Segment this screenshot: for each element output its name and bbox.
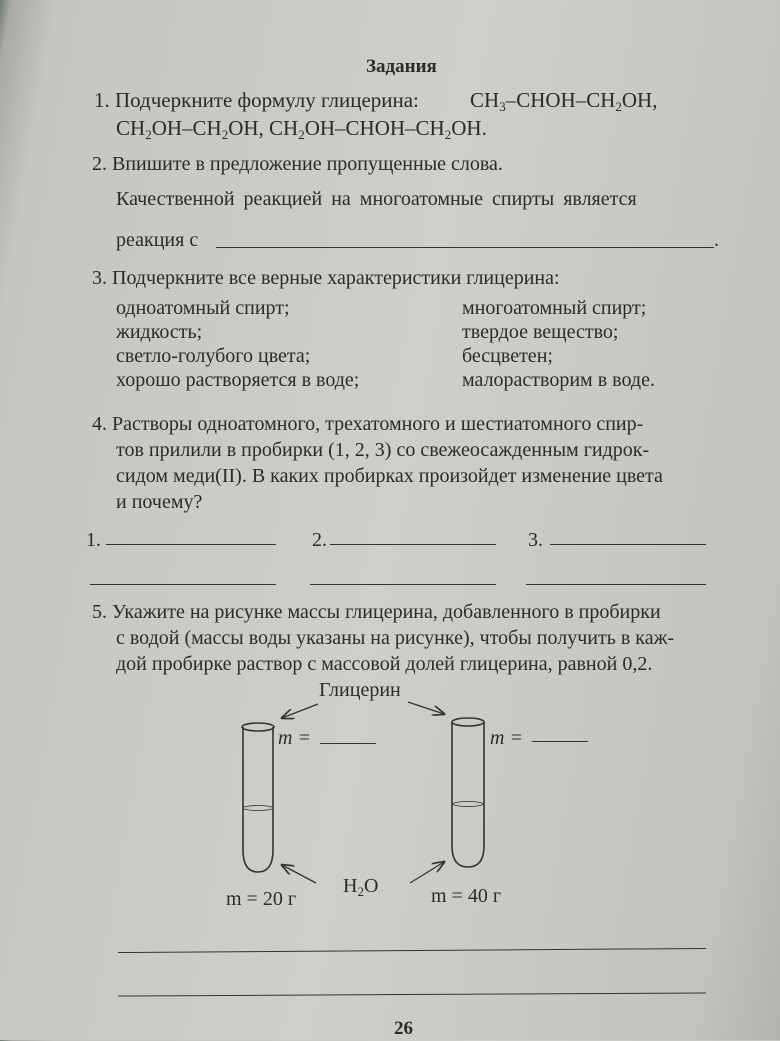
formula-text: H [343,875,358,897]
characteristic-option: твердое вещество; [462,321,619,343]
formula-text: OH, [621,88,658,112]
task4-text-line: 4. Растворы одноатомного, трехатомного и шестиатомного спир- [92,413,644,435]
task5-text-line: 5. Укажите на рисунке массы глицерина, добавленного в пробирки [92,601,661,623]
water-mass-right: m = 40 г [431,885,502,907]
arrow-water-right [410,862,444,883]
formula-subscript: 2 [444,127,452,142]
formula-text: OH–CHOH–CH [304,116,445,140]
glycerin-mass-right-blank[interactable] [532,741,588,742]
glycerin-mass-right-label: m = [490,727,523,749]
task4-text-line: и почему? [116,491,203,513]
formula-text: CH [116,116,146,140]
task3-title: 3. Подчеркните все верные характеристики глицерина: [92,267,560,289]
water-label [343,874,378,898]
task5-text-line: с водой (массы воды указаны на рисунке), чтобы получить в каж- [116,627,675,649]
task2-title: 2. Впишите в предложение пропущенные слова. [92,153,503,175]
characteristic-option: светло-голубого цвета; [116,345,311,367]
section-heading: Задания [366,56,437,77]
arrow-glycerin-right [408,702,444,714]
characteristic-option: жидкость; [116,321,203,343]
formula-subscript: 2 [145,127,152,142]
water-mass-left: m = 20 г [226,888,297,910]
task4-text-line: сидом меди(II). В каких пробирках произойдет изменение цвета [116,465,663,487]
glycerin-mass-left-label: m = [278,727,311,749]
arrow-water-left [282,865,316,883]
task4-answer-1-label: 1. [86,529,101,551]
task2-blank-prefix: реакция с [116,229,199,251]
formula-text: OH. [451,116,487,140]
task4-answer-2-label: 2. [312,529,327,551]
page-number: 26 [394,1018,413,1039]
formula-subscript: 2 [221,127,229,142]
task4-text-line: тов прилили в пробирки (1, 2, 3) со свежеосажденным гидрок- [116,439,650,461]
formula-text: O [363,875,379,897]
formula-subscript: 2 [357,884,364,899]
formula-text: OH–CH [151,116,222,140]
glycerin-label: Глицерин [319,679,401,701]
task1-prefix: 1. Подчеркните формулу глицерина: [94,88,419,112]
glycerin-mass-left-blank[interactable] [320,743,376,744]
task2-blank-suffix: . [714,229,719,251]
test-tube-right [452,718,484,867]
task4-answer-3-label: 3. [528,529,543,551]
formula-subscript: 2 [298,127,305,142]
formula-text: CH [470,88,500,112]
task5-text-line: дой пробирке раствор с массовой долей глицерина, равной 0,2. [116,653,653,675]
characteristic-option: одноатомный спирт; [116,297,290,319]
task2-sentence: Качественной реакцией на многоатомные спирты является [116,188,637,210]
characteristic-option: малорастворим в воде. [462,369,655,391]
test-tube-left [242,723,274,872]
formula-text: –CHOH–CH [505,88,616,112]
characteristic-option: бесцветен; [462,345,553,367]
formula-text: OH, CH [228,116,299,140]
characteristic-option: хорошо растворяется в воде; [116,369,360,391]
formula-subscript: 2 [615,99,622,114]
arrow-glycerin-left [282,704,318,718]
characteristic-option: многоатомный спирт; [462,297,647,319]
formula-subscript: 3 [499,99,506,114]
